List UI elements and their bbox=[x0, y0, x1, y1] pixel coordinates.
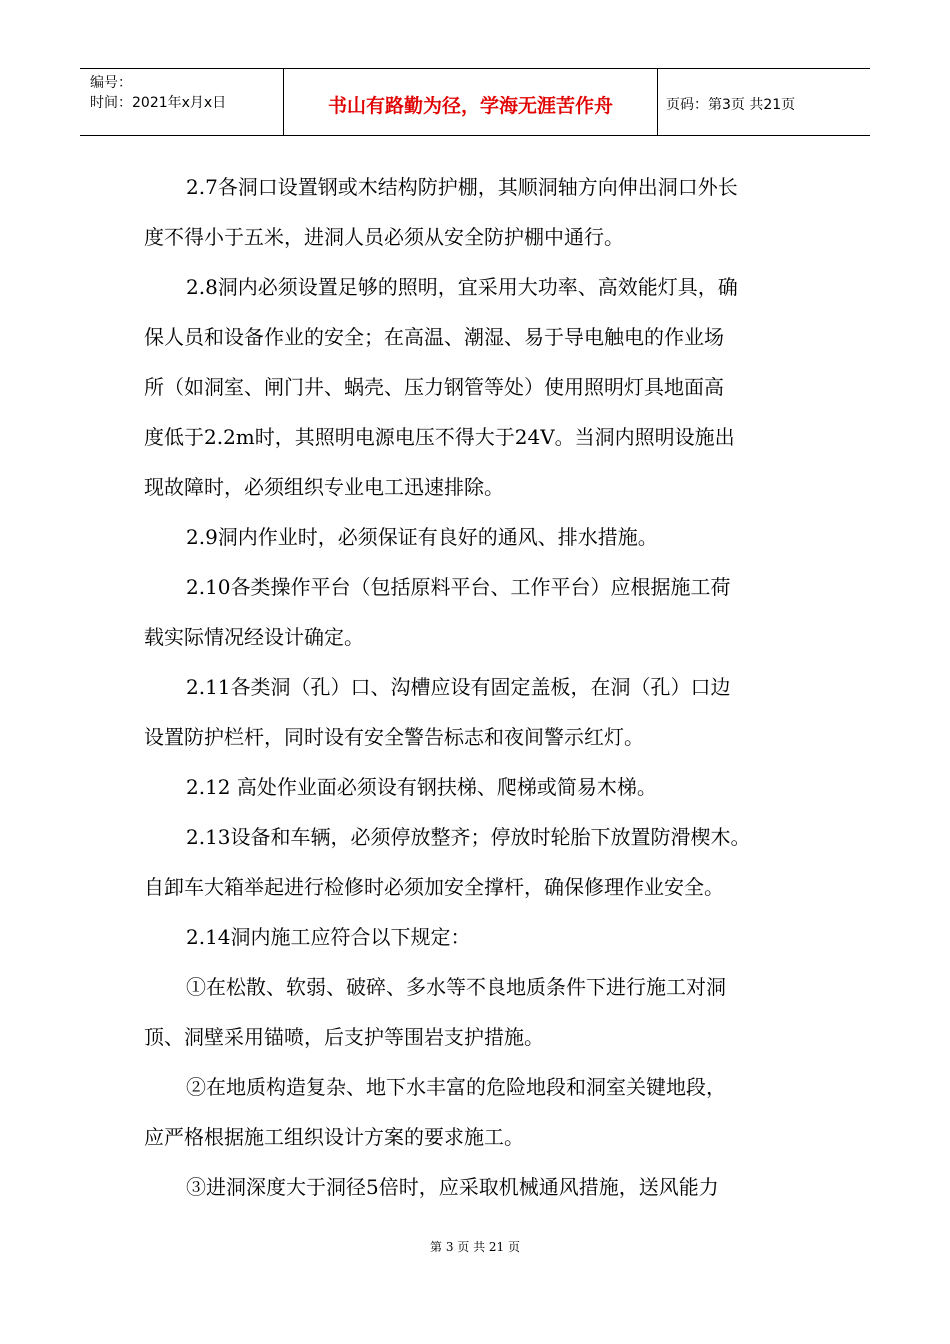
paragraph-line: ③进洞深度大于洞径5倍时，应采取机械通风措施，送风能力 bbox=[186, 1175, 719, 1199]
header-motto: 书山有路勤为径，学海无涯苦作舟 bbox=[284, 69, 658, 135]
paragraph-line: ①在松散、软弱、破碎、多水等不良地质条件下进行施工对洞 bbox=[186, 975, 726, 999]
paragraph-line: 2.11各类洞（孔）口、沟槽应设有固定盖板，在洞（孔）口边 bbox=[186, 675, 731, 699]
document-body bbox=[144, 162, 814, 1212]
paragraph-line: 2.12 高处作业面必须设有钢扶梯、爬梯或简易木梯。 bbox=[186, 775, 657, 799]
paragraph-line: 2.8洞内必须设置足够的照明，宜采用大功率、高效能灯具，确 bbox=[186, 275, 738, 299]
paragraph-line: 保人员和设备作业的安全；在高温、潮湿、易于导电触电的作业场 bbox=[144, 325, 724, 349]
paragraph-line: 2.13设备和车辆，必须停放整齐；停放时轮胎下放置防滑楔木。 bbox=[186, 825, 751, 849]
page-header bbox=[80, 68, 870, 136]
paragraph-line: 应严格根据施工组织设计方案的要求施工。 bbox=[144, 1125, 524, 1149]
document-number-label: 编号： bbox=[90, 75, 132, 91]
paragraph-line: ②在地质构造复杂、地下水丰富的危险地段和洞室关键地段， bbox=[186, 1075, 726, 1099]
paragraph-line: 所（如洞室、闸门井、蜗壳、压力钢管等处）使用照明灯具地面高 bbox=[144, 375, 724, 399]
header-page-info: 页码：第3页 共21页 bbox=[666, 97, 796, 113]
paragraph-line: 度低于2.2m时，其照明电源电压不得大于24V。当洞内照明设施出 bbox=[144, 425, 735, 449]
paragraph-line: 2.7各洞口设置钢或木结构防护棚，其顺洞轴方向伸出洞口外长 bbox=[186, 175, 738, 199]
paragraph-line: 2.14洞内施工应符合以下规定： bbox=[186, 925, 471, 949]
paragraph-line: 设置防护栏杆，同时设有安全警告标志和夜间警示红灯。 bbox=[144, 725, 644, 749]
paragraph-line: 现故障时，必须组织专业电工迅速排除。 bbox=[144, 475, 504, 499]
paragraph-line: 2.9洞内作业时，必须保证有良好的通风、排水措施。 bbox=[186, 525, 658, 549]
paragraph-line: 载实际情况经设计确定。 bbox=[144, 625, 364, 649]
paragraph-line: 自卸车大箱举起进行检修时必须加安全撑杆，确保修理作业安全。 bbox=[144, 875, 724, 899]
paragraph-line: 顶、洞壁采用锚喷，后支护等围岩支护措施。 bbox=[144, 1025, 544, 1049]
document-time-label: 时间：2021年x月x日 bbox=[90, 95, 227, 111]
header-meta bbox=[80, 69, 284, 135]
page-footer: 第 3 页 共 21 页 bbox=[430, 1240, 520, 1254]
paragraph-line: 2.10各类操作平台（包括原料平台、工作平台）应根据施工荷 bbox=[186, 575, 731, 599]
paragraph-line: 度不得小于五米，进洞人员必须从安全防护棚中通行。 bbox=[144, 225, 624, 249]
